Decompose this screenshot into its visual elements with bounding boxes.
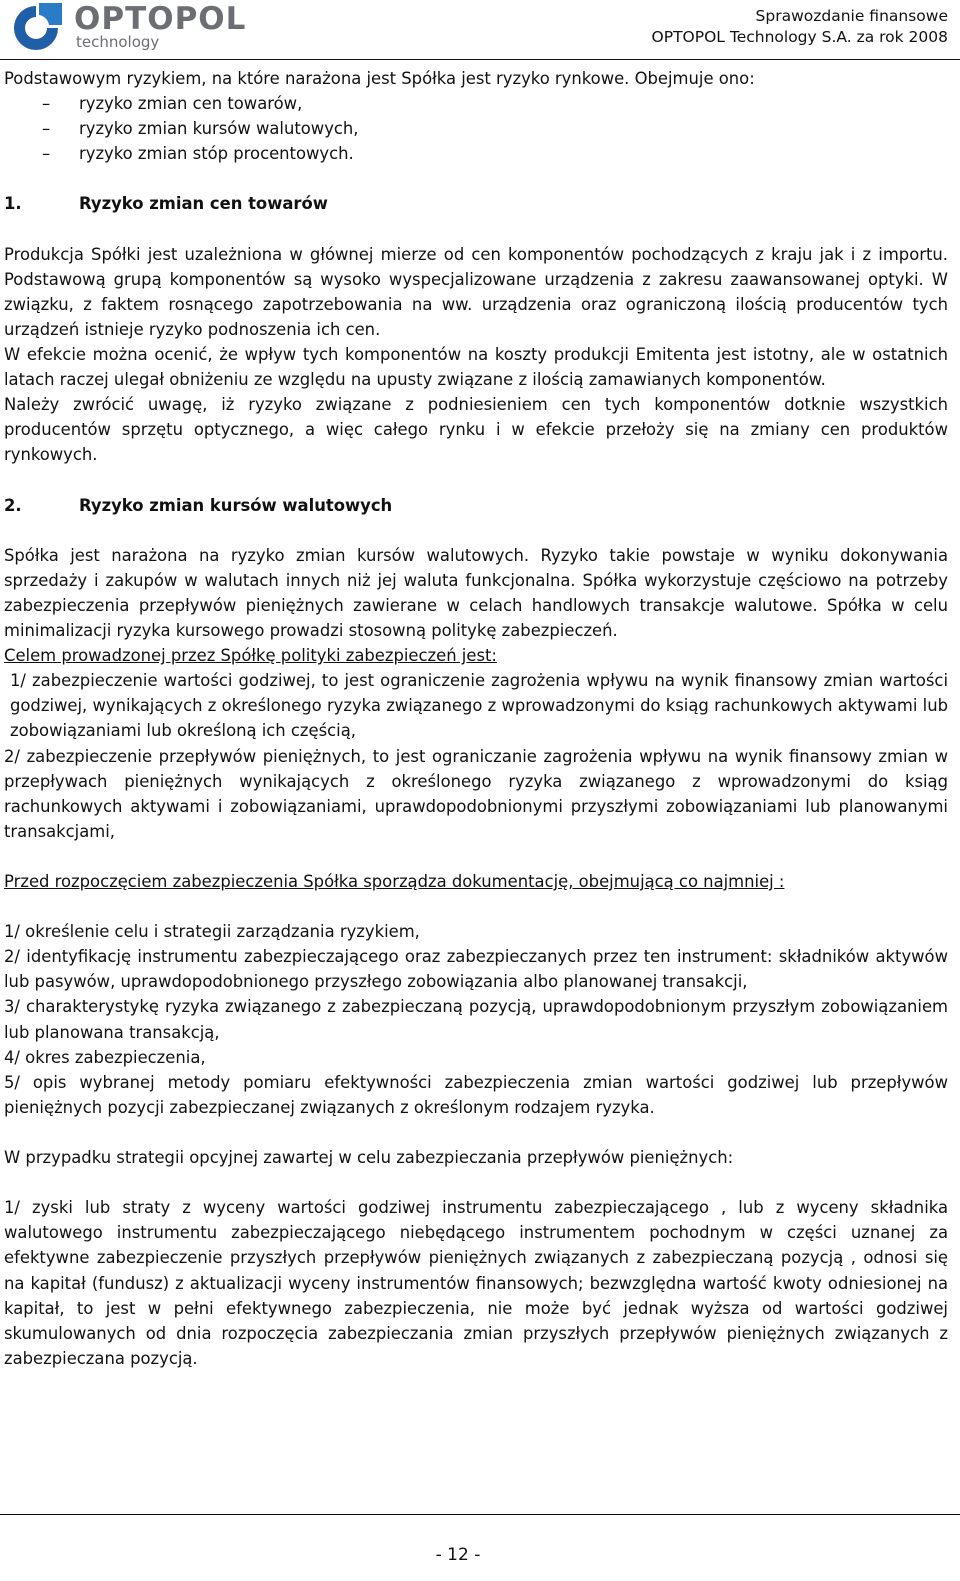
header-company-year: OPTOPOL Technology S.A. za rok 2008 (651, 28, 948, 46)
section-1-paragraph: Produkcja Spółki jest uzależniona w głównej mierze od cen komponentów pochodzących z kraju jak i z importu. Podstawową grupą komponentów są wysoko wyspecjalizowane urządzenia z zakresu zaawansowanej optyki. W związku, z faktem rosnącego zapotrzebowania na ww. urządzenia oraz ograniczoną ilością producentów tych urządzeń istnieje ryzyko podnoszenia ich cen. (4, 244, 948, 339)
dash-bullet-icon: – (42, 94, 51, 114)
option-strategy-heading: W przypadku strategii opcyjnej zawartej w celu zabezpieczania przepływów pieniężnych: (4, 1148, 734, 1168)
logo-wordmark: OPTOPOL (74, 1, 247, 37)
section-2-paragraph: Spółka jest narażona na ryzyko zmian kursów walutowych. Ryzyko takie powstaje w wyniku dokonywania sprzedaży i zakupów w walutach innych niż jej waluta funkcjonalna. Spółka wykorzystuje częściowo na potrzeby zabezpieczenia przepływów pieniężnych zawierane w celach handlowych transakcje walutowe. Spółka w celu minimalizacji ryzyka kursowego prowadzi stosowną politykę zabezpieczeń. (4, 545, 948, 641)
hedging-goal-heading: Celem prowadzonej przez Spółkę polityki zabezpieczeń jest: (4, 646, 497, 666)
intro-paragraph: Podstawowym ryzykiem, na które narażona jest Spółka jest ryzyko rynkowe. Obejmuje ono: (4, 69, 755, 88)
footer-divider (0, 1514, 960, 1515)
documentation-heading: Przed rozpoczęciem zabezpieczenia Spółka sporządza dokumentację, obejmującą co najmniej : (4, 872, 785, 891)
logo-mark-icon (8, 2, 64, 54)
hedging-goal-item: 1/ zabezpieczenie wartości godziwej, to jest ograniczenie zagrożenia wpływu na wynik finansowy zmian wartości godziwej, wynikających z określonego ryzyka związanego z wprowadzonymi do ksiąg rachunkowych aktywami lub zobowiązaniami lub określoną ich częścią, (10, 671, 948, 741)
documentation-item: 2/ identyfikację instrumentu zabezpieczającego oraz zabezpieczanych przez ten instrument: składników aktywów lub pasywów, uprawdopodobnionego przyszłego zobowiązania albo planowanej transakcji, (4, 947, 948, 992)
documentation-item: 4/ okres zabezpieczenia, (4, 1047, 206, 1067)
header-report-title: Sprawozdanie finansowe (755, 7, 948, 25)
option-strategy-paragraph: 1/ zyski lub straty z wyceny wartości godziwej instrumentu zabezpieczającego , lub z wyceny składnika walutowego instrumentu zabezpieczającego niebędącego instrumentem pochodnym w części uznanej za efektywne zabezpieczenie przyszłych przepływów pieniężnych związanych z zabezpieczaną pozycją , odnosi się na kapitał (fundusz) z aktualizacji wyceny instrumentów finansowych; bezwzględna wartość kwoty odniesionej na kapitał, to jest w pełni efektywnego zabezpieczenia, nie może być jednak wyższa od wartości godziwej skumulowanych od dnia rozpoczęcia zabezpieczania zmian przyszłych przepływów pieniężnych związanych z zabezpieczana pozycją. (4, 1198, 948, 1368)
company-logo (8, 2, 248, 54)
section-1-paragraph: W efekcie można ocenić, że wpływ tych komponentów na koszty produkcji Emitenta jest istotny, ale w ostatnich latach raczej ulegał obniżeniu ze względu na upusty związane z ilością zamawianych komponentów. (4, 345, 948, 390)
hedging-goal-item: 2/ zabezpieczenie przepływów pieniężnych, to jest ograniczanie zagrożenia wpływu na wynik finansowy zmian w przepływach pieniężnych wynikających z określonego ryzyka związanego z wprowadzonymi do ksiąg rachunkowych aktywami i zobowiązaniami, uprawdopodobnionymi przyszłymi zobowiązaniami lub planowanymi transakcjami, (4, 746, 948, 841)
header-divider (0, 59, 960, 60)
list-item: – ryzyko zmian cen towarów, (4, 91, 948, 116)
section-1-heading: 1. Ryzyko zmian cen towarów (4, 194, 328, 214)
documentation-item: 1/ określenie celu i strategii zarządzania ryzykiem, (4, 922, 420, 942)
risk-list (4, 91, 948, 166)
documentation-item: 5/ opis wybranej metody pomiaru efektywności zabezpieczenia zmian wartości godziwej lub przepływów pieniężnych pozycji zabezpieczanej związanych z określonym rodzajem ryzyka. (4, 1072, 948, 1117)
list-item: – ryzyko zmian stóp procentowych. (4, 141, 948, 166)
page-number: - 12 - (435, 1545, 481, 1565)
section-2-heading: 2. Ryzyko zmian kursów walutowych (4, 495, 393, 515)
logo-subtitle: technology (76, 33, 160, 51)
dash-bullet-icon: – (42, 119, 51, 139)
header-report-info (652, 6, 948, 48)
dash-bullet-icon: – (42, 144, 51, 164)
section-1-paragraph: Należy zwrócić uwagę, iż ryzyko związane z podniesieniem cen tych komponentów dotknie wszystkich producentów sprzętu optycznego, a więc całego rynku i w efekcie przełoży się na zmiany cen produktów rynkowych. (4, 395, 948, 465)
documentation-item: 3/ charakterystykę ryzyka związanego z zabezpieczaną pozycją, uprawdopodobnionym przyszłym zobowiązaniem lub planowana transakcją, (4, 997, 948, 1042)
list-item: – ryzyko zmian kursów walutowych, (4, 116, 948, 141)
page-header (0, 0, 960, 60)
document-body (4, 66, 948, 1371)
